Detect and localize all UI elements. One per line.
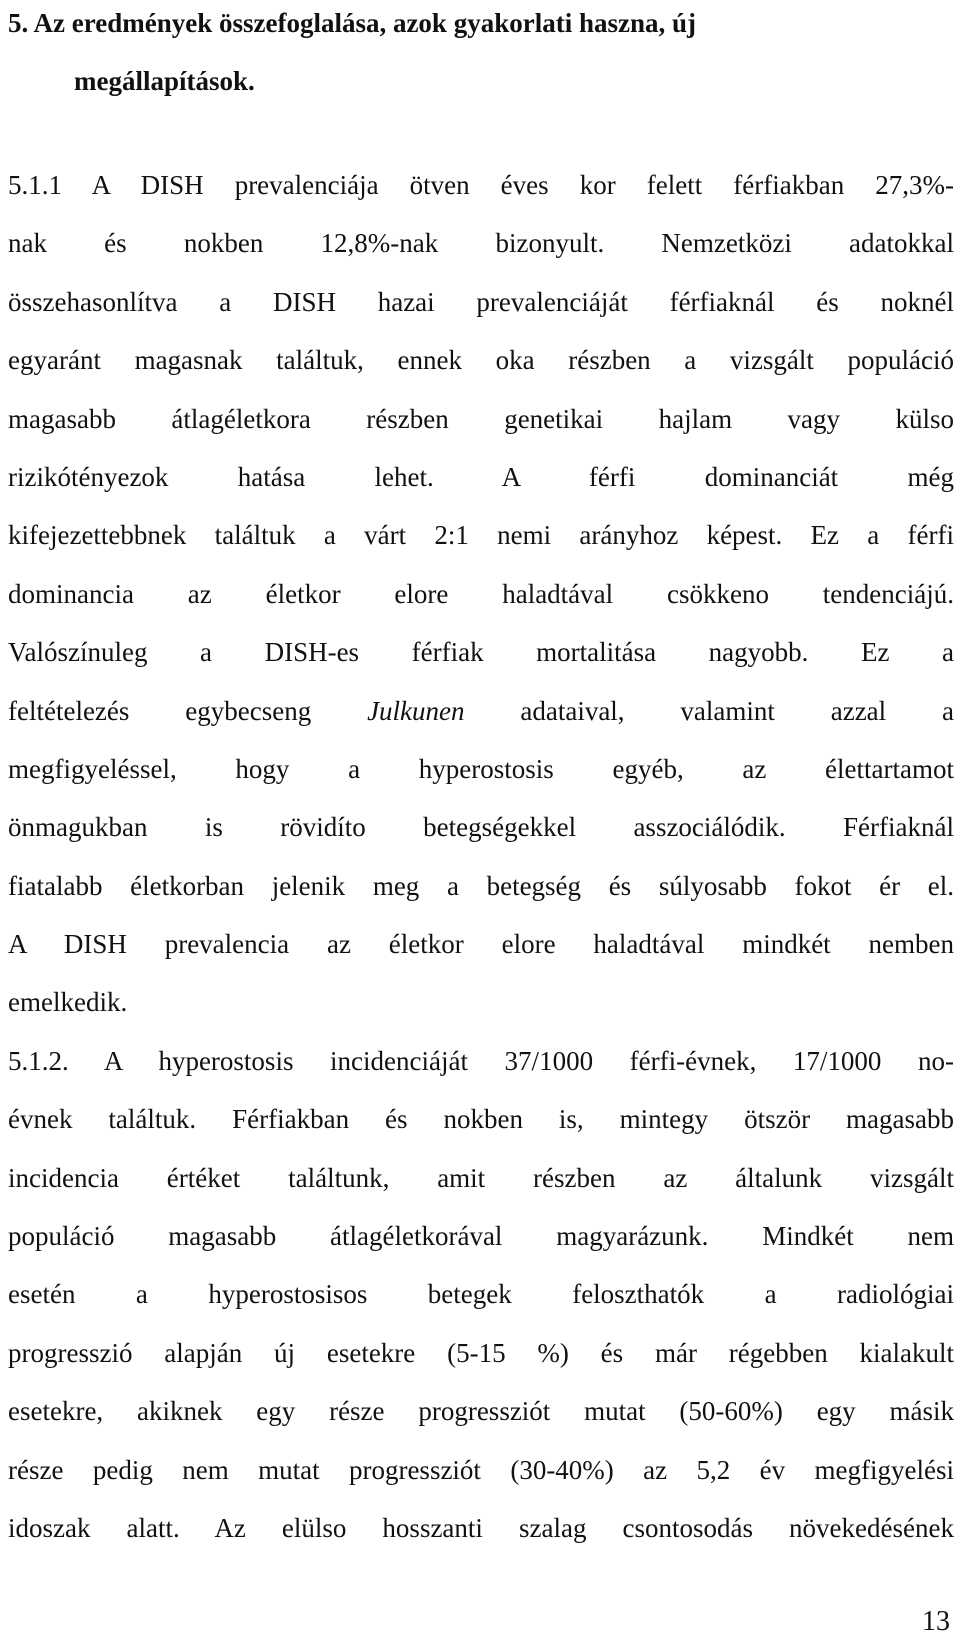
text-line [8,682,954,740]
heading-line-1: 5. Az eredmények összefoglalása, azok gyakorlati haszna, új [8,8,696,38]
text-line: incidencia értéket találtunk, amit részben az általunk vizsgált [8,1162,954,1193]
text-line: 5.1.2. A hyperostosis incidenciáját 37/1000 férfi-évnek, 17/1000 no- [8,1045,954,1076]
text-line: nak és nokben 12,8%-nak bizonyult. Nemzetközi adatokkal [8,228,954,259]
text-line: magasabb átlagéletkora részben genetikai hajlam vagy külso [8,403,954,434]
heading-line-2: megállapítások. [74,66,255,96]
text-line: A DISH prevalencia az életkor elore haladtával mindkét nemben [8,929,954,960]
text-line: esetekre, akiknek egy része progressziót mutat (50-60%) egy másik [8,1396,954,1427]
body-paragraphs [8,156,954,1557]
text-line: populáció magasabb átlagéletkorával magyarázunk. Mindkét nem [8,1221,954,1252]
text-line: esetén a hyperostosisos betegek feloszthatók a radiológiai [8,1279,954,1310]
text-segment: feltételezés egybecseng [8,695,368,726]
text-line: emelkedik. [8,987,128,1018]
text-line: idoszak alatt. Az elülso hosszanti szalag csontosodás növekedésének [8,1512,954,1543]
text-line: összehasonlítva a DISH hazai prevalenciáját férfiaknál és noknél [8,286,954,317]
author-name: Julkunen [367,695,465,726]
text-line: önmagukban is rövidíto betegségekkel asszociálódik. Férfiaknál [8,812,954,843]
text-line: évnek találtuk. Férfiakban és nokben is, mintegy ötször magasabb [8,1104,954,1135]
text-line: dominancia az életkor elore haladtával csökkeno tendenciájú. [8,578,954,609]
text-line: fiatalabb életkorban jelenik meg a betegség és súlyosabb fokot ér el. [8,870,954,901]
text-line: megfigyeléssel, hogy a hyperostosis egyéb, az élettartamot [8,753,954,784]
text-line: rizikótényezok hatása lehet. A férfi dominanciát még [8,461,954,492]
text-line: egyaránt magasnak találtuk, ennek oka részben a vizsgált populáció [8,345,954,376]
text-line: kifejezettebbnek találtuk a várt 2:1 nemi arányhoz képest. Ez a férfi [8,520,954,551]
text-line: progresszió alapján új esetekre (5-15 %) és már régebben kialakult [8,1337,954,1368]
page-number: 13 [922,1606,950,1637]
section-heading [8,0,948,110]
text-line: része pedig nem mutat progressziót (30-40%) az 5,2 év megfigyelési [8,1454,954,1485]
text-line: 5.1.1 A DISH prevalenciája ötven éves kor felett férfiakban 27,3%- [8,170,954,200]
text-segment: adataival, valamint azzal a [464,695,954,726]
text-line: Valószínuleg a DISH-es férfiak mortalitása nagyobb. Ez a [8,637,954,668]
